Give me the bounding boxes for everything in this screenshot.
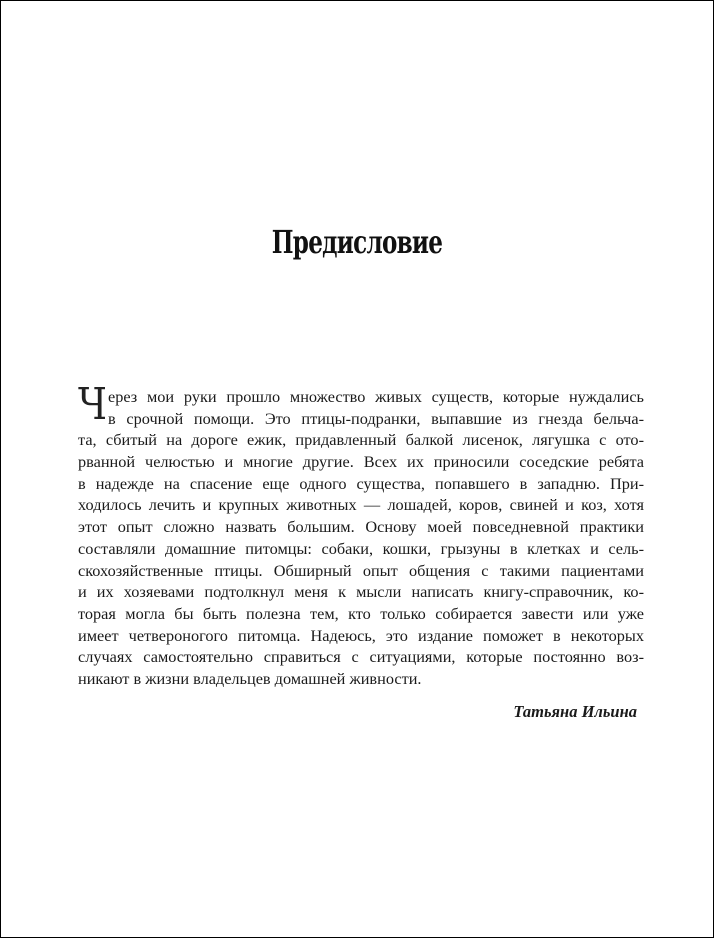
text-line-9: скохозяйственные птицы. Обширный опыт общения с такими пациентами [78,560,644,580]
author-signature: Татьяна Ильина [513,702,637,721]
text-line-5: в надежде на спасение еще одного существа, попавшего в западню. При- [78,473,644,493]
text-line-10: и их хозяевами подтолкнул меня к мысли написать книгу-справочник, ко- [78,582,644,602]
text-line-3: та, сбитый на дороге ежик, придавленный балкой лисенок, лягушка с ото- [78,430,644,450]
text-line-1: ерез мои руки прошло множество живых существ, которые нуждались [108,387,644,406]
text-line-12: имеет четвероногого питомца. Надеюсь, это издание поможет в некоторых [78,625,644,645]
page-title: Предисловие [271,223,443,261]
text-line-4: рванной челюстью и многие другие. Всех их приносили соседские ребята [78,452,644,472]
text-line-13: случаях самостоятельно справиться с ситуациями, которые постоянно воз- [78,647,644,667]
text-line-6: ходилось лечить и крупных животных — лошадей, коров, свиней и коз, хотя [78,495,644,515]
drop-cap-letter: Ч [78,379,107,430]
text-line-11: торая могла бы быть полезна тем, кто только собирается завести или уже [78,603,644,623]
preface-text [78,379,644,690]
text-line-14: никают в жизни владельцев домашней живности. [78,668,422,688]
text-line-7: этот опыт сложно назвать большим. Основу моей повседневной практики [78,517,644,537]
text-line-2: в срочной помощи. Это птицы-подранки, выпавшие из гнезда бельча- [108,408,644,428]
text-line-8: составляли домашние питомцы: собаки, кошки, грызуны в клетках и сель- [78,538,644,558]
